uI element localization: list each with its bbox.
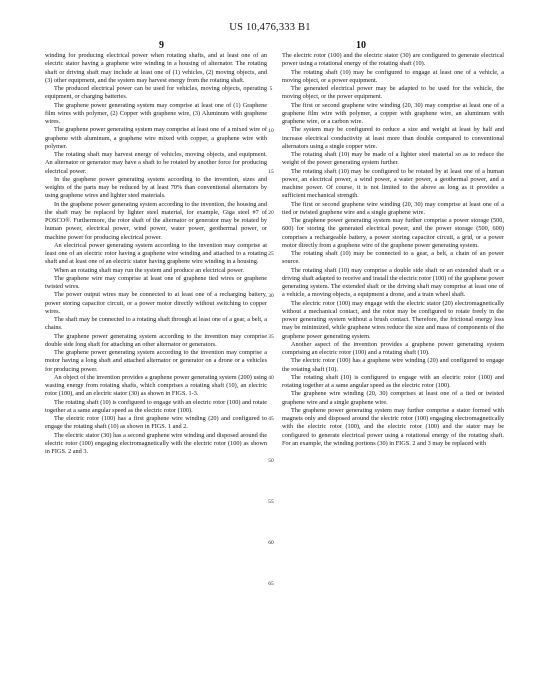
- line-number: 5: [269, 86, 273, 93]
- line-number: 30: [268, 292, 274, 299]
- right-column-paragraph: The graphene power generating system may further comprise a power storage (500, 600) for storing the generated electrical power, and the power storage (500, 600) comprises a rechargeable battery, a power storing capacitor circuit, a grid, or a power motor directly from a graphene wire of the graphene power generating system.: [282, 217, 504, 249]
- right-column-paragraph: The rotating shaft (10) may comprise a double side shaft or an extended shaft or a driving shaft adapted to receive and install the electric rotor (100) of the graphene power generating system. The extended shaft or the driving shaft may comprise at least one of a vehicle, a moving objects, a equipment a drone, and a train wheel shaft.: [282, 266, 504, 299]
- left-column-paragraph: The graphene wire may comprise at least one of graphene tied wires or graphene twisted wires.: [45, 274, 267, 290]
- left-column-paragraph: The power output wires may be connected to at least one of a recharging battery, power storing capacitor circuit, or a power motor directly without switching to copper wires.: [45, 291, 267, 315]
- line-number: 60: [268, 540, 274, 546]
- line-number: 50: [268, 457, 274, 464]
- line-number: 40: [268, 375, 274, 381]
- column-number-left: 9: [159, 40, 164, 51]
- left-column-paragraph: When an rotating shaft may run the system and produce an electrical power.: [54, 266, 245, 274]
- left-column-paragraph: In the graphene power generating system according to the invention, sizes and weights of the parts may be reduced by at least 70% than conventional alternators by using graphene wires and lighter steel materials.: [45, 175, 267, 200]
- left-column-paragraph: The electric stator (30) has a second graphene wire winding and disposed around the electric rotor (100) engaging electromagnetically with the electric rotor (100) as shown in FIGS. 2 and 3.: [45, 431, 267, 455]
- left-column-paragraph: The rotating shaft may harvest energy of vehicles, moving objects, and equipment. An alternator or generator may have a shaft to be rotated by another force for producing electrical power.: [45, 151, 267, 175]
- right-column-paragraph: The electric rotor (100) may engage with the electric stator (20) electromagnetically without a mechanical contact, and the rotor may be configured to rotate freely in the power generating system without a brush contact. Therefore, the frictional energy loss may be minimized, while graphene wires reduce the size and mass of components of the graphene power generating system.: [282, 299, 504, 340]
- left-column-paragraph: The graphene power generating system according to the invention may comprise double side long shaft for attaching an other alternator or generators.: [45, 332, 267, 348]
- line-number: 65: [268, 581, 274, 588]
- line-number: 10: [268, 127, 274, 134]
- line-number: 45: [268, 416, 274, 423]
- right-column-paragraph: The electric rotor (100) has a graphene wire winding (20) and configured to engage the rotating shaft (10).: [282, 357, 504, 373]
- line-number: 25: [268, 251, 274, 258]
- line-number: 20: [268, 210, 274, 216]
- left-column-paragraph: An object of the invention provides a graphene power generating system (200) using wasting energy from rotating shafts, which comprises a rotating shaft (10), an electric rotor (100), and an electric stator (30) as shown in FIGS. 1-3.: [45, 373, 267, 398]
- patent-number: US 10,476,333 B1: [229, 22, 311, 33]
- column-number-right: 10: [356, 40, 366, 51]
- right-text-column: [282, 52, 504, 448]
- left-column-paragraph: winding for producing electrical power when rotating shafts, and at least one of an electric stator having a graphene wire winding in a housing of alternator. The rotating shaft or driving shaft may include at least one of (1) vehicles, (2) moving objects, and (3) other equipment, and the system may harvest energy from the rotating shaft.: [45, 52, 267, 84]
- line-number: 55: [268, 498, 274, 505]
- right-column-paragraph: The first or second graphene wire winding (20, 30) may comprise at least one of a graphene film wire with polymer, a copper with graphene wire, an aluminum with graphene wire, or a carbon wire.: [282, 101, 504, 125]
- left-column-paragraph: The graphene power generating system according to the invention may comprise a motor having a long shaft and attached alternator or generator on a drone or a vehicles for producing power.: [45, 349, 267, 373]
- left-column-paragraph: The shaft may be connected to a rotating shaft through at least one of a gear, a belt, a chains.: [45, 316, 267, 332]
- line-number: 35: [268, 333, 274, 340]
- right-column-paragraph: The graphene power generating system may further comprise a stator formed with magnets only and disposed around the electric rotor (100) engaging electromagnetically with the electric rotor (100), and the electric rotor (100) and the stator may be configured to generate electrical power using a rotational energy of the rotating shaft. For an example, the winding portions (30) in FIGS. 2 and 3 may be replaced with: [282, 406, 504, 447]
- right-column-paragraph: The rotating shaft (10) may be configured to engage at least one of a vehicle, a moving object, or a power equipment.: [282, 68, 504, 84]
- left-column-paragraph: An electrical power generating system according to the invention may comprise at least one of an electric rotor having a graphene wire winding and attached to a rotating shaft and at least one of an electric stator having graphene wire winding in a housing.: [45, 241, 267, 266]
- left-column-paragraph: The rotating shaft (10) is configured to engage with an electric rotor (100) and rotate together at a same angular speed as the electric rotor (100).: [45, 398, 267, 414]
- left-text-column: [45, 52, 267, 456]
- right-column-paragraph: The rotating shaft (10) is configured to engage with an electric rotor (100) and rotating together at a same angular speed as the electric rotor (100).: [282, 373, 504, 389]
- left-column-paragraph: In the graphene power generating system according to the invention, the housing and the shaft may be replaced by lighter steel material, for example, Giga steel #7 of POSCO®. Furthermore, the rotor shaft of the alternator or generator may be rotated by human power, electrical power, wind power, water power, geothermal power, or machine power for producing electrical power.: [45, 200, 267, 241]
- right-column-paragraph: The graphene wire winding (20, 30) comprises at least one of a tied or twisted graphene wire and a single graphene wire.: [282, 390, 504, 406]
- right-column-paragraph: The rotating shaft (10) may be connected to a gear, a belt, a chain of an power source.: [282, 250, 504, 266]
- right-column-paragraph: The generated electrical power may be adapted to be used for the vehicle, the moving object, or the power equipment.: [282, 85, 504, 101]
- left-column-paragraph: The graphene power generating system may comprise at least one of a mixed wire of graphene with aluminum, a graphene wire mixed with copper, a graphene wire with polymer.: [45, 126, 267, 150]
- left-column-paragraph: The graphene power generating system may comprise at least one of (1) Graphene film wires with polymer, (2) Copper with graphene wire, (3) Aluminum with graphene wires.: [45, 101, 267, 125]
- line-number: 15: [268, 168, 274, 175]
- right-column-paragraph: The rotating shaft (10) may be configured to be rotated by at least one of a human power, an electrical power, a wind power, a water power, a geothermal power, and a machine power. Of course, it is not limited to the above as long as it provides a sufficient mechanical strength.: [282, 167, 504, 200]
- right-column-paragraph: Another aspect of the invention provides a graphene power generating system comprising an electric rotor (100) and a rotating shaft (10).: [282, 340, 504, 356]
- right-column-paragraph: The electric rotor (100) and the electric stator (30) are configured to generate electrical power using a rotational energy of the rotating shaft (10).: [282, 52, 504, 68]
- right-column-paragraph: The first or second graphene wire winding (20, 30) may comprise at least one of a tied or twisted graphene wire and a single graphene wire.: [282, 200, 504, 216]
- right-column-paragraph: The system may be configured to reduce a size and weight at least by half and increase electrical conductivity at least more than double compared to conventional alternators using a single copper wire.: [282, 126, 504, 150]
- right-column-paragraph: The rotating shaft (10) may be made of a lighter steel material so as to reduce the weight of the power generating system further.: [282, 151, 504, 167]
- left-column-paragraph: The produced electrical power can be used for vehicles, moving objects, operating equipment, or charging batteries.: [45, 85, 267, 101]
- left-column-paragraph: The electric rotor (100) has a first graphene wire winding (20) and configured to engage the rotating shaft (10) as shown in FIGS. 1 and 2.: [45, 415, 267, 431]
